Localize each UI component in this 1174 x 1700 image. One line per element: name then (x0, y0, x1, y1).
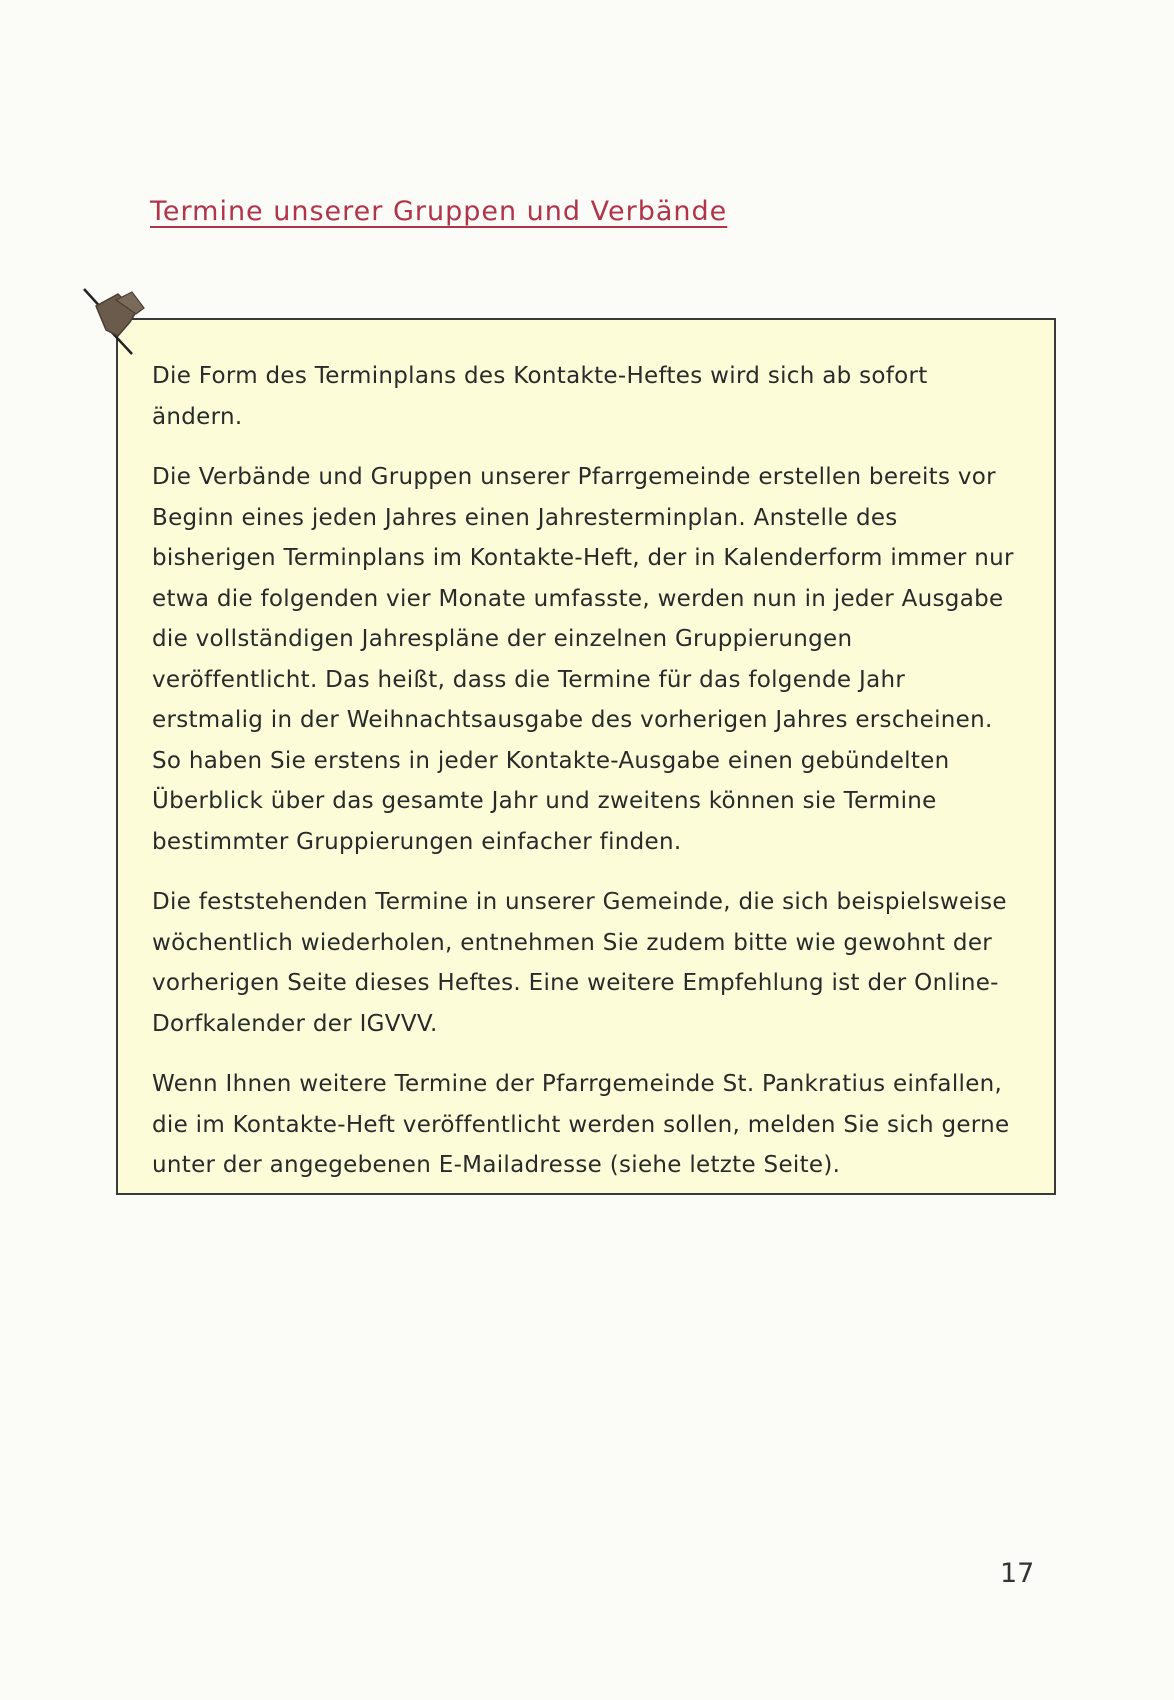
pushpin-icon (78, 286, 158, 356)
note-paragraph-4: Wenn Ihnen weitere Termine der Pfarrgemeinde St. Pankratius einfallen, die im Kontakte-Heft veröffentlicht werden sollen, melden Sie sich gerne unter der angegebenen E-Mailadresse (siehe letzte Seite). (152, 1071, 1010, 1178)
page-number: 17 (1000, 1558, 1035, 1589)
note-paragraph-1: Die Form des Terminplans des Kontakte-Heftes wird sich ab sofort ändern. (152, 363, 928, 430)
note-paragraph-3: Die feststehenden Termine in unserer Gemeinde, die sich beispielsweise wöchentlich wiederholen, entnehmen Sie zudem bitte wie gewohnt der vorherigen Seite dieses Heftes. Eine weitere Empfehlung ist der Online-Dorfkalender der IGVVV. (152, 889, 1007, 1037)
info-note-box (116, 318, 1056, 1195)
page-heading: Termine unserer Gruppen und Verbände (150, 196, 728, 227)
note-paragraph-2: Die Verbände und Gruppen unserer Pfarrgemeinde erstellen bereits vor Beginn eines jeden Jahres einen Jahresterminplan. Anstelle des bisherigen Terminplans im Kontakte-Heft, der in Kalenderform immer nur etwa die folgenden vier Monate umfasste, werden nun in jeder Ausgabe die vollständigen Jahrespläne der einzelnen Gruppierungen veröffentlicht. Das heißt, dass die Termine für das folgende Jahr erstmalig in der Weihnachtsausgabe des vorherigen Jahres erscheinen. So haben Sie erstens in jeder Kontakte-Ausgabe einen gebündelten Überblick über das gesamte Jahr und zweitens können sie Termine bestimmter Gruppierungen einfacher finden. (152, 464, 1014, 855)
